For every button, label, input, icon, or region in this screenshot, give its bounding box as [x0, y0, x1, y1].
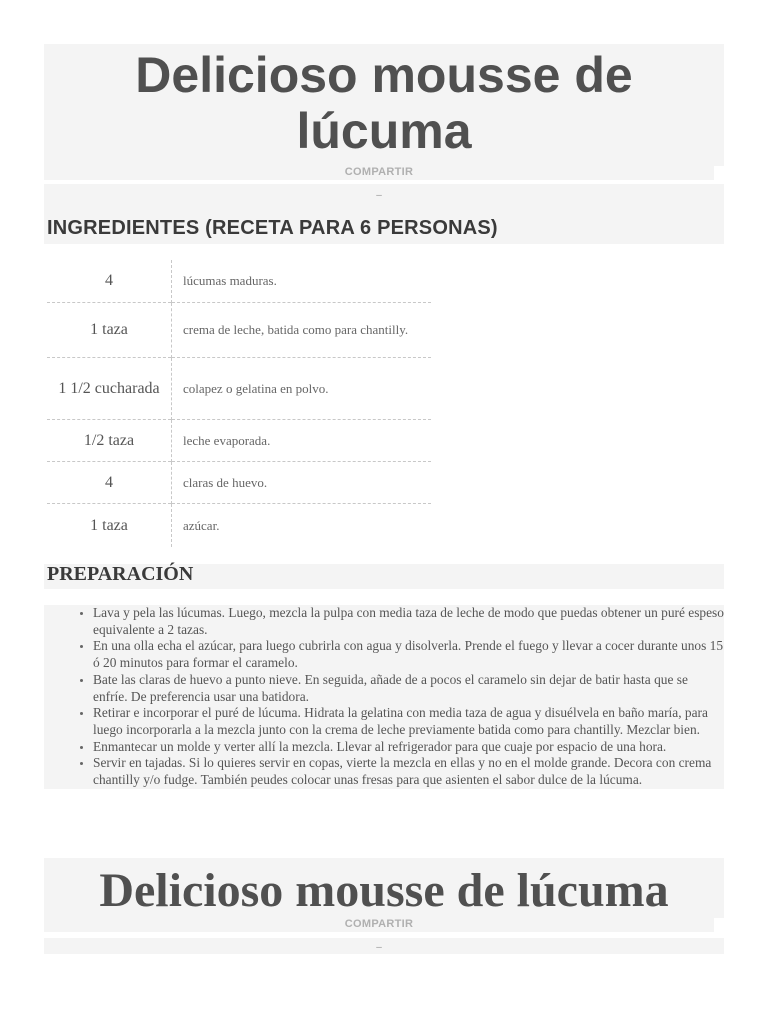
ingredient-quantity: 1 taza — [47, 302, 172, 357]
ingredients-heading: INGREDIENTES (RECETA PARA 6 PERSONAS) — [47, 217, 498, 239]
share-link[interactable]: COMPARTIR — [344, 166, 414, 178]
recipe-title: Delicioso mousse de lúcuma — [44, 44, 724, 166]
table-row — [47, 503, 431, 547]
list-item: • Bate las claras de huevo a punto nieve. En seguida, añade de a pocos el caramelo sin dejar de batir hasta que se enfríe. De preferencia usar una batidora. — [93, 672, 724, 705]
ingredient-quantity: 4 — [47, 461, 172, 503]
preparation-heading: PREPARACIÓN — [47, 563, 194, 585]
ingredient-quantity: 1/2 taza — [47, 419, 172, 461]
recipe-title-repeat: Delicioso mousse de lúcuma — [44, 858, 724, 918]
ingredient-quantity: 1 taza — [47, 503, 172, 547]
ingredient-name: claras de huevo. — [183, 474, 268, 490]
list-item: • Lava y pela las lúcumas. Luego, mezcla la pulpa con media taza de leche de modo que puedas obtener un puré espeso equivalente a 2 tazas. — [93, 605, 724, 638]
table-row — [47, 357, 431, 419]
table-row — [47, 260, 431, 302]
ingredient-quantity: 1 1/2 cucharada — [47, 357, 172, 419]
separator-dash: – — [376, 942, 382, 953]
ingredient-name: azúcar. — [183, 517, 220, 533]
list-item: • Enmantecar un molde y verter allí la mezcla. Llevar al refrigerador para que cuaje por espacio de una hora. — [93, 739, 724, 756]
separator-dash: – — [376, 190, 382, 201]
ingredient-name: colapez o gelatina en polvo. — [183, 380, 329, 396]
list-item: • En una olla echa el azúcar, para luego cubrirla con agua y disolverla. Prende el fuego y llevar a cocer durante unos 15 ó 20 minutos para formar el caramelo. — [93, 638, 724, 671]
preparation-steps — [44, 605, 724, 789]
ingredient-name: crema de leche, batida como para chantilly. — [183, 322, 409, 337]
share-link[interactable]: COMPARTIR — [344, 918, 414, 930]
ingredient-name: leche evaporada. — [183, 432, 271, 448]
ingredient-quantity: 4 — [47, 260, 172, 302]
table-row — [47, 419, 431, 461]
list-item: • Servir en tajadas. Si lo quieres servir en copas, vierte la mezcla en ellas y no en el molde grande. Decora con crema chantilly y/o fudge. También peudes colocar unas fresas para que asienten el sabor dulce de la lúcuma. — [93, 755, 724, 788]
table-row — [47, 302, 431, 357]
ingredient-name: lúcumas maduras. — [183, 273, 277, 289]
ingredients-table — [47, 260, 431, 547]
list-item: • Retirar e incorporar el puré de lúcuma. Hidrata la gelatina con media taza de agua y disuélvela en baño maría, para luego incorporarla a la mezcla junto con la crema de leche previamente batida como para chantilly. Mezclar bien. — [93, 705, 724, 738]
table-row — [47, 461, 431, 503]
